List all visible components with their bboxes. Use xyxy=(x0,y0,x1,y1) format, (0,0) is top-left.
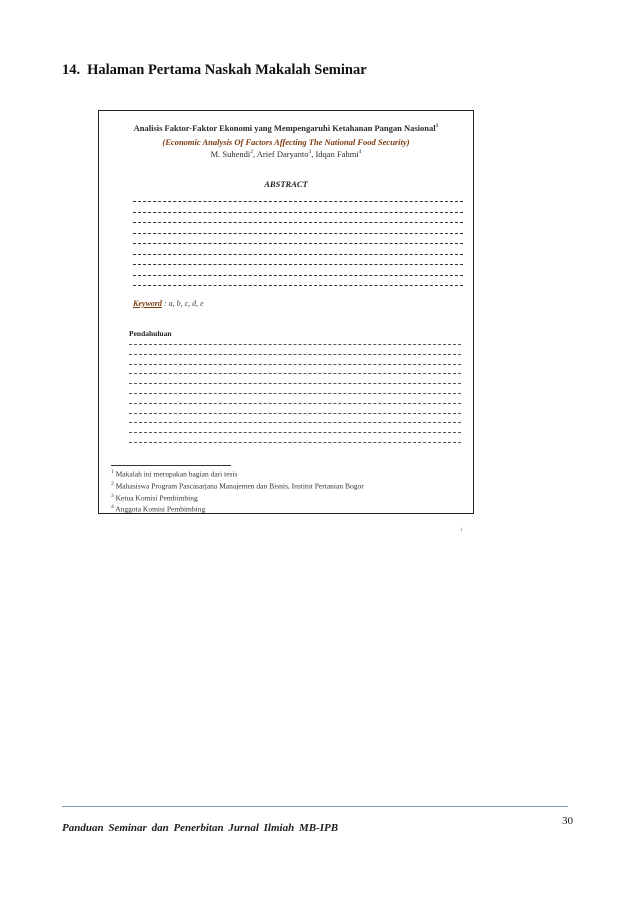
footnote xyxy=(111,469,237,479)
keyword-label: Keyword xyxy=(133,299,162,308)
author-note: 4 xyxy=(358,149,362,156)
abstract-heading: ABSTRACT xyxy=(264,179,308,189)
placeholder-line xyxy=(133,222,463,223)
placeholder-line xyxy=(129,344,461,345)
page-number: 30 xyxy=(562,815,573,827)
placeholder-line xyxy=(133,275,463,276)
placeholder-line xyxy=(129,422,461,423)
author-separator: , xyxy=(311,149,316,159)
author-note: 3 xyxy=(308,149,312,156)
section-heading xyxy=(62,62,367,79)
author-separator: , xyxy=(253,149,257,159)
paper-title-text: Analisis Faktor-Faktor Ekonomi yang Mempengaruhi Ketahanan Pangan Nasional xyxy=(133,123,436,133)
footnote-mark: 2 xyxy=(111,481,114,487)
author-name: Idqan Fahmi xyxy=(315,149,359,159)
placeholder-line xyxy=(133,212,463,213)
keyword-values: a, b, c, d, e xyxy=(168,299,204,308)
footnote-mark: 3 xyxy=(111,493,114,499)
author-note: 2 xyxy=(250,149,253,156)
placeholder-line xyxy=(129,413,461,414)
footnote-mark: 4 xyxy=(111,504,114,510)
placeholder-line xyxy=(133,264,463,265)
placeholder-line xyxy=(129,442,461,443)
footer-text: Panduan Seminar dan Penerbitan Jurnal Ilmiah MB-IPB xyxy=(62,822,339,834)
placeholder-line xyxy=(129,403,461,404)
footnote-separator xyxy=(111,465,231,466)
footnote-text: Mahasiswa Program Pascasarjana Manajemen dan Bisnis, Institut Pertanian Bogor xyxy=(115,481,364,491)
footnote xyxy=(111,481,364,491)
paper-title-footnote-mark: 1 xyxy=(435,123,439,130)
sample-page-marker: 1 xyxy=(460,528,463,533)
author-name: Arief Daryanto xyxy=(256,149,309,159)
placeholder-line xyxy=(133,254,463,255)
footnote xyxy=(111,504,205,514)
placeholder-line xyxy=(129,354,461,355)
author-list xyxy=(99,149,473,159)
placeholder-line xyxy=(129,364,461,365)
placeholder-line xyxy=(133,201,463,202)
sample-page-frame xyxy=(98,110,474,514)
placeholder-line xyxy=(133,243,463,244)
footnote-text: Ketua Komisi Pembimbing xyxy=(115,493,198,503)
paper-title-indonesian xyxy=(99,123,473,133)
placeholder-line xyxy=(129,383,461,384)
placeholder-line xyxy=(129,393,461,394)
footnote-text: Anggota Komisi Pembimbing xyxy=(115,504,206,514)
section-number: 14. xyxy=(62,62,81,78)
section-title: Halaman Pertama Naskah Makalah Seminar xyxy=(87,62,367,78)
author-name: M. Suhendi xyxy=(210,149,251,159)
keyword-separator: : xyxy=(161,299,169,308)
footnote-text: Makalah ini merupakan bagian dari tesis xyxy=(115,469,238,479)
placeholder-line xyxy=(133,285,463,286)
footer-rule xyxy=(62,806,568,807)
footnote xyxy=(111,493,198,503)
paper-title-english: (Economic Analysis Of Factors Affecting The National Food Security) xyxy=(162,137,410,147)
placeholder-line xyxy=(129,432,461,433)
keyword-line xyxy=(133,299,204,308)
placeholder-line xyxy=(133,233,463,234)
footnote-mark: 1 xyxy=(111,469,114,475)
placeholder-line xyxy=(129,373,461,374)
intro-heading: Pendahuluan xyxy=(129,329,172,338)
